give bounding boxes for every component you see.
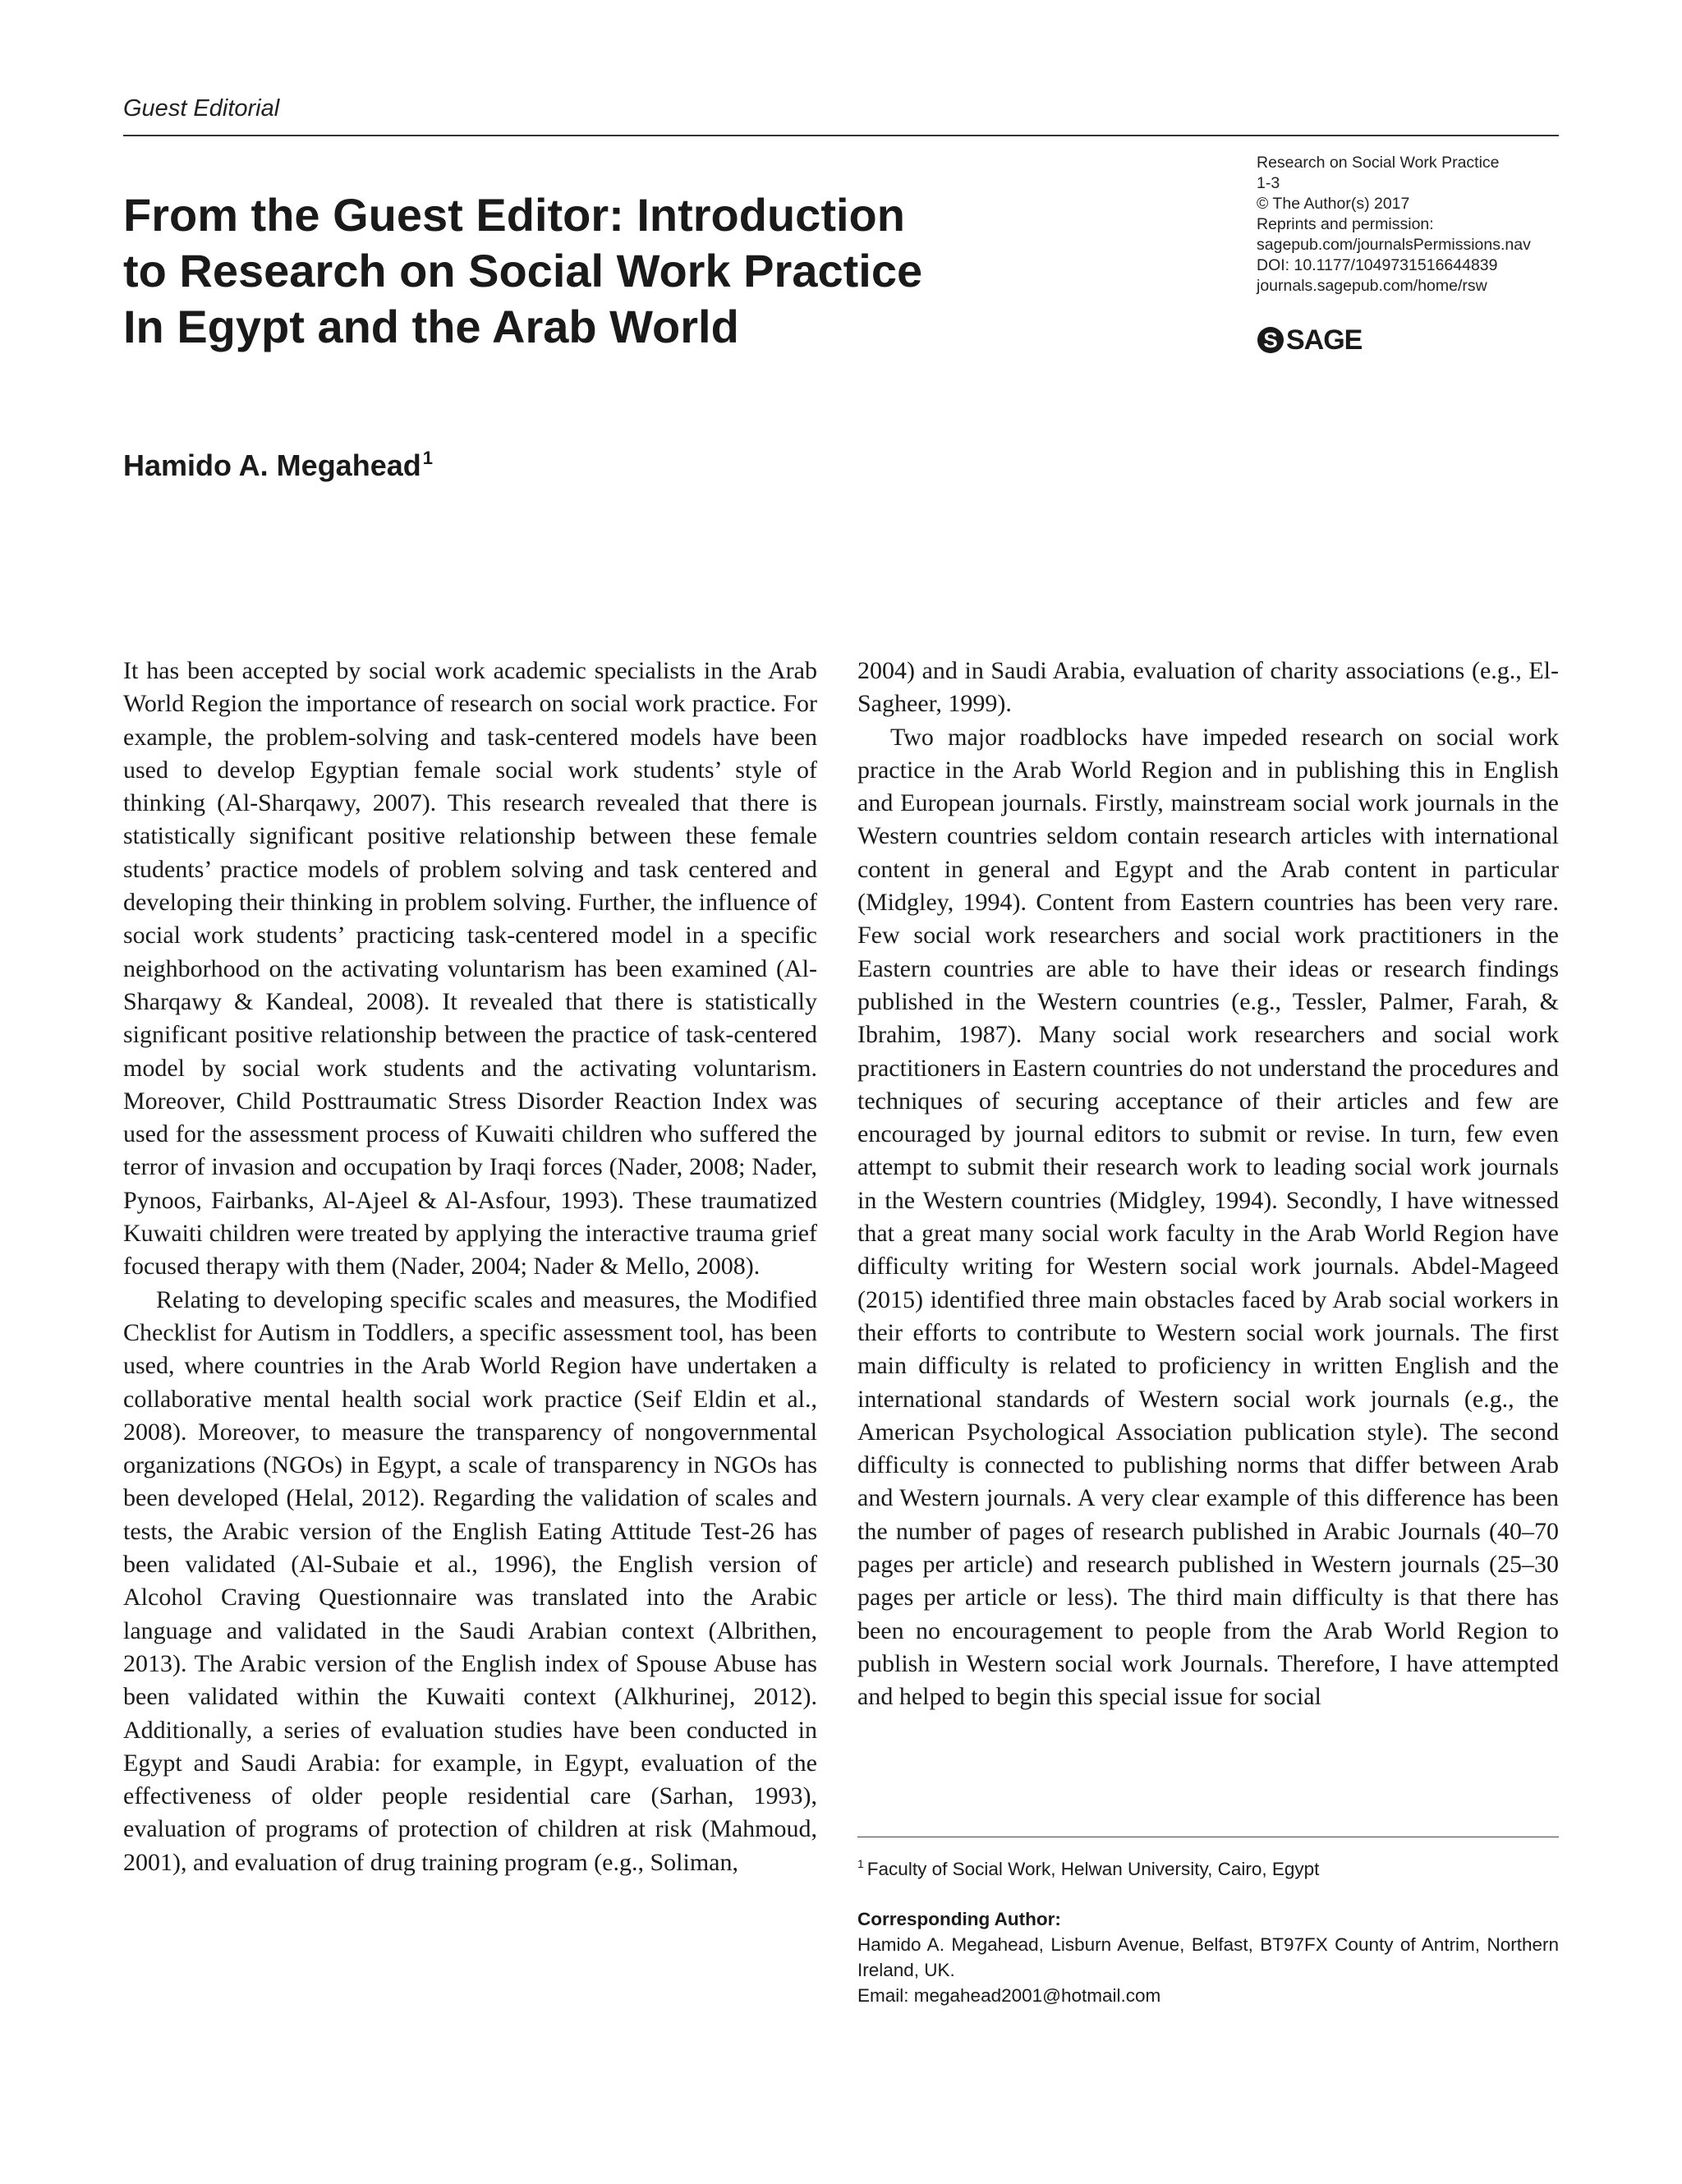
affiliation-footnote xyxy=(857,1851,1559,1882)
footnotes xyxy=(857,1851,1559,2008)
body-column-left xyxy=(123,655,817,1879)
journal-name: Research on Social Work Practice xyxy=(1257,154,1500,172)
section-label: Guest Editorial xyxy=(123,95,280,122)
corresponding-author-address: Hamido A. Megahead, Lisburn Avenue, Belfast, BT97FX County of Antrim, Northern Ireland, UK. xyxy=(857,1934,1559,1980)
body-paragraph: 2004) and in Saudi Arabia, evaluation of charity associations (e.g., El-Sagheer, 1999). xyxy=(857,657,1559,718)
reprints-notice: Reprints and permission: xyxy=(1257,215,1434,233)
journal-info xyxy=(1257,153,1560,297)
author-affiliation-mark: 1 xyxy=(422,448,433,468)
body-paragraph: Two major roadblocks have impeded research on social work practice in the Arab World Region and in publishing this in English and European journals. Firstly, mainstream social work journals in the Western countries seldom contain research articles with international content in general and Egypt and the Arab content in particular (Midgley, 1994). Content from Eastern countries has been very rare. Few social work researchers and social work practitioners in the Eastern countries are able to have their ideas or research findings published in the Western countries (e.g., Tessler, Palmer, Farah, & Ibrahim, 1987). Many social work researchers and social work practitioners in Eastern countries do not understand the procedures and techniques of securing acceptance of their articles and few are encouraged by journal editors to submit or revise. In turn, few even attempt to submit their research work to leading social work journals in the Western countries (Midgley, 1994). Secondly, I have witnessed that a great many social work faculty in the Arab World Region have difficulty writing for Western social work journals. Abdel-Mageed (2015) identified three main obstacles faced by Arab social workers in their efforts to contribute to Western social work journals. The first main difficulty is related to proficiency in written English and the international standards of Western social work journals (e.g., the American Psychological Association publication style). The second difficulty is connected to publishing norms that differ between Arab and Western journals. A very clear example of this difference has been the number of pages of research published in Arabic Journals (40–70 pages per article) and research published in Western journals (25–30 pages per article or less). The third main difficulty is that there has been no encouragement to people from the Arab World Region to publish in Western social work Journals. Therefore, I have attempted and helped to begin this special issue for social xyxy=(857,723,1559,1711)
affiliation-text: Faculty of Social Work, Helwan University, Cairo, Egypt xyxy=(866,1859,1320,1879)
journal-pages: 1-3 xyxy=(1257,174,1280,192)
corresponding-author-heading: Corresponding Author: xyxy=(857,1909,1061,1929)
author-name-text: Hamido A. Megahead xyxy=(123,448,421,482)
permissions-link[interactable]: sagepub.com/journalsPermissions.nav xyxy=(1257,236,1531,254)
article-title xyxy=(123,187,1027,355)
sage-logo-icon xyxy=(1257,326,1284,354)
body-column-right xyxy=(857,655,1559,1714)
sage-logo xyxy=(1257,322,1362,358)
svg-text:S: S xyxy=(1263,328,1278,352)
journal-home-link[interactable]: journals.sagepub.com/home/rsw xyxy=(1257,277,1487,295)
title-line-2: to Research on Social Work Practice xyxy=(123,245,923,297)
corresponding-author-email[interactable]: Email: megahead2001@hotmail.com xyxy=(857,1985,1161,2006)
doi[interactable]: DOI: 10.1177/1049731516644839 xyxy=(1257,256,1498,274)
title-line-1: From the Guest Editor: Introduction xyxy=(123,189,905,241)
author-name xyxy=(123,448,433,483)
body-paragraph: Relating to developing specific scales and measures, the Modified Checklist for Autism in Toddlers, a specific assessment tool, has been used, where countries in the Arab World Region have undertaken a collaborative mental health social work practice (Seif Eldin et al., 2008). Moreover, to measure the transparency of nongovernmental organizations (NGOs) in Egypt, a scale of transparency in NGOs has been developed (Helal, 2012). Regarding the validation of scales and tests, the Arabic version of the English Eating Attitude Test-26 has been validated (Al-Subaie et al., 1996), the English version of Alcohol Craving Questionnaire was translated into the Arabic language and validated in the Saudi Arabian context (Albrithen, 2013). The Arabic version of the English index of Spouse Abuse has been validated within the Kuwaiti context (Alkhurinej, 2012). Additionally, a series of evaluation studies have been conducted in Egypt and Saudi Arabia: for example, in Egypt, evaluation of the effectiveness of older people residential care (Sarhan, 1993), evaluation of programs of protection of children at risk (Mahmoud, 2001), and evaluation of drug training program (e.g., Soliman, xyxy=(123,1285,817,1876)
sage-logo-text: SAGE xyxy=(1286,324,1363,356)
affiliation-footnote-mark: 1 xyxy=(857,1857,864,1870)
copyright-notice: © The Author(s) 2017 xyxy=(1257,195,1410,213)
title-line-3: In Egypt and the Arab World xyxy=(123,301,739,352)
body-paragraph: It has been accepted by social work academic specialists in the Arab World Region the importance of research on social work practice. For example, the problem-solving and task-centered models have been used to develop Egyptian female social work students’ style of thinking (Al-Sharqawy, 2007). This research revealed that there is statistically significant positive relationship between these female students’ practice models of problem solving and task centered and developing their thinking in problem solving. Further, the influence of social work students’ practicing task-centered model in a specific neighborhood on the activating voluntarism has been examined (Al-Sharqawy & Kandeal, 2008). It revealed that there is statistically significant positive relationship between the practice of task-centered model by social work students and the activating voluntarism. Moreover, Child Posttraumatic Stress Disorder Reaction Index was used for the assessment process of Kuwaiti children who suffered the terror of invasion and occupation by Iraqi forces (Nader, 2008; Nader, Pynoos, Fairbanks, Al-Ajeel & Al-Asfour, 1993). These traumatized Kuwaiti children were treated by applying the interactive trauma grief focused therapy with them (Nader, 2004; Nader & Mello, 2008). xyxy=(123,657,817,1281)
header-divider xyxy=(123,135,1559,136)
